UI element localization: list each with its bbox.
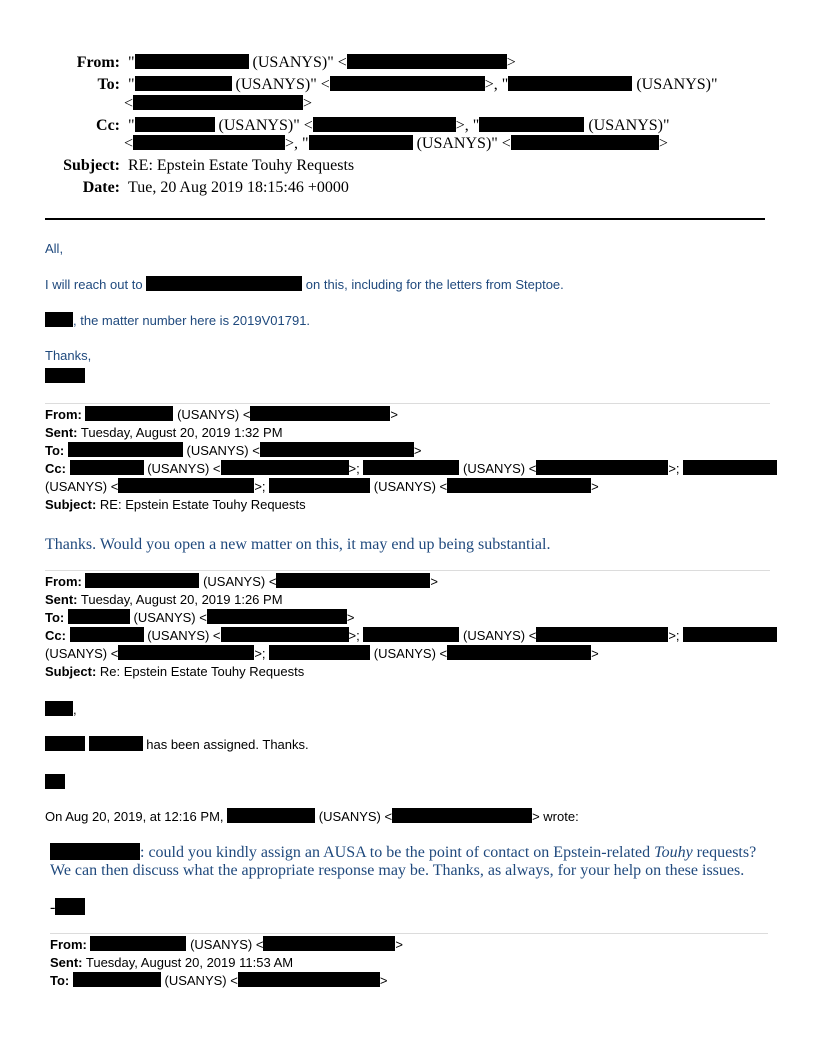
redaction <box>45 774 65 789</box>
quoted-to: To: (USANYS) < > <box>45 610 355 625</box>
redaction <box>536 627 668 642</box>
redaction <box>479 117 584 132</box>
redaction <box>276 573 430 588</box>
redaction <box>392 808 532 823</box>
quoted-cc-cont: (USANYS) < >; (USANYS) < > <box>45 479 599 494</box>
from-label: From: <box>76 54 120 71</box>
redaction <box>221 627 349 642</box>
quoted-sent: Sent: Tuesday, August 20, 2019 11:53 AM <box>50 955 294 970</box>
redaction <box>45 312 73 327</box>
quoted-sent: Sent: Tuesday, August 20, 2019 1:32 PM <box>45 425 283 440</box>
to-label: To: <box>97 76 120 93</box>
quoted-from: From: (USANYS) < > <box>45 574 439 589</box>
redaction <box>45 736 85 751</box>
redaction <box>221 460 349 475</box>
redaction <box>269 478 370 493</box>
redaction <box>68 609 130 624</box>
quote-divider <box>45 403 770 404</box>
quoted-body-line: has been assigned. Thanks. <box>45 736 309 754</box>
date-value: Tue, 20 Aug 2019 18:15:46 +0000 <box>128 179 349 196</box>
quoted-attribution: On Aug 20, 2019, at 12:16 PM, (USANYS) < > wrote: <box>45 809 579 824</box>
redaction <box>363 627 459 642</box>
body-line: , the matter number here is 2019V01791. <box>45 312 310 330</box>
quoted-signature: - <box>50 898 85 917</box>
quoted-from: From: (USANYS) < > <box>50 937 404 952</box>
redaction <box>511 135 659 150</box>
header-date-row <box>0 178 349 197</box>
sign-off: Thanks, <box>45 348 92 363</box>
redaction <box>269 645 370 660</box>
subject-value: RE: Epstein Estate Touhy Requests <box>128 157 355 174</box>
redaction <box>238 972 380 987</box>
redaction <box>508 76 632 91</box>
redaction <box>70 627 144 642</box>
quoted-subject: Subject: RE: Epstein Estate Touhy Requests <box>45 497 306 512</box>
redaction <box>347 54 507 69</box>
redaction <box>133 95 303 110</box>
redaction <box>683 460 777 475</box>
quote-divider <box>45 570 770 571</box>
header-cc-row-cont: < >, " (USANYS)" < > <box>124 135 668 152</box>
redaction <box>309 135 413 150</box>
quoted-cc: Cc: (USANYS) < >; (USANYS) < >; <box>45 627 777 645</box>
redaction <box>85 573 199 588</box>
redaction <box>447 645 591 660</box>
header-divider <box>45 218 765 220</box>
redaction <box>135 76 232 91</box>
redaction <box>55 898 85 915</box>
redaction <box>89 736 143 751</box>
quoted-from: From: (USANYS) < > <box>45 407 399 422</box>
from-affiliation: (USANYS)" < <box>252 54 347 71</box>
redaction <box>118 478 254 493</box>
redaction <box>313 117 456 132</box>
cc-label: Cc: <box>96 117 120 134</box>
quoted-greeting: , <box>45 701 77 719</box>
redaction <box>263 936 395 951</box>
redaction <box>683 627 777 642</box>
quoted-body-line: : could you kindly assign an AUSA to be the point of contact on Epstein-related Touhy requests? <box>50 843 756 862</box>
redaction <box>227 808 315 823</box>
redaction <box>45 368 85 383</box>
quoted-to: To: (USANYS) < > <box>50 973 388 988</box>
redaction <box>447 478 591 493</box>
header-from-row: From: " (USANYS)" < > <box>0 53 516 72</box>
quoted-sent: Sent: Tuesday, August 20, 2019 1:26 PM <box>45 592 283 607</box>
quoted-cc-cont: (USANYS) < >; (USANYS) < > <box>45 646 599 661</box>
header-to-row-cont: < > <box>124 95 313 112</box>
header-cc-row: Cc: " (USANYS)" < >, " (USANYS)" <box>0 116 670 135</box>
redaction <box>45 701 73 716</box>
redaction <box>146 276 302 291</box>
quote-divider <box>50 933 768 934</box>
redaction <box>135 54 249 69</box>
redaction <box>250 406 390 421</box>
quoted-signature <box>45 774 65 792</box>
redaction <box>207 609 347 624</box>
redaction <box>330 76 485 91</box>
subject-label: Subject: <box>63 157 120 174</box>
quoted-cc: Cc: (USANYS) < >; (USANYS) < >; <box>45 460 777 478</box>
redaction <box>70 460 144 475</box>
redaction <box>85 406 173 421</box>
redaction <box>73 972 161 987</box>
quoted-subject: Subject: Re: Epstein Estate Touhy Requests <box>45 664 305 679</box>
body-line: I will reach out to on this, including for the letters from Steptoe. <box>45 277 564 292</box>
header-subject-row <box>0 156 354 175</box>
redaction <box>90 936 186 951</box>
signature <box>45 368 85 386</box>
redaction <box>260 442 414 457</box>
redaction <box>135 117 215 132</box>
redaction <box>118 645 254 660</box>
redaction <box>68 442 183 457</box>
redaction <box>363 460 459 475</box>
redaction <box>50 843 140 860</box>
redaction <box>536 460 668 475</box>
greeting: All, <box>45 241 64 256</box>
date-label: Date: <box>82 179 120 196</box>
quoted-body: Thanks. Would you open a new matter on this, it may end up being substantial. <box>45 536 551 553</box>
quoted-body-line: We can then discuss what the appropriate response may be. Thanks, as always, for your help on these issues. <box>50 862 745 879</box>
header-to-row: To: " (USANYS)" < >, " (USANYS)" <box>0 75 718 94</box>
redaction <box>133 135 285 150</box>
quoted-to: To: (USANYS) < > <box>45 443 422 458</box>
